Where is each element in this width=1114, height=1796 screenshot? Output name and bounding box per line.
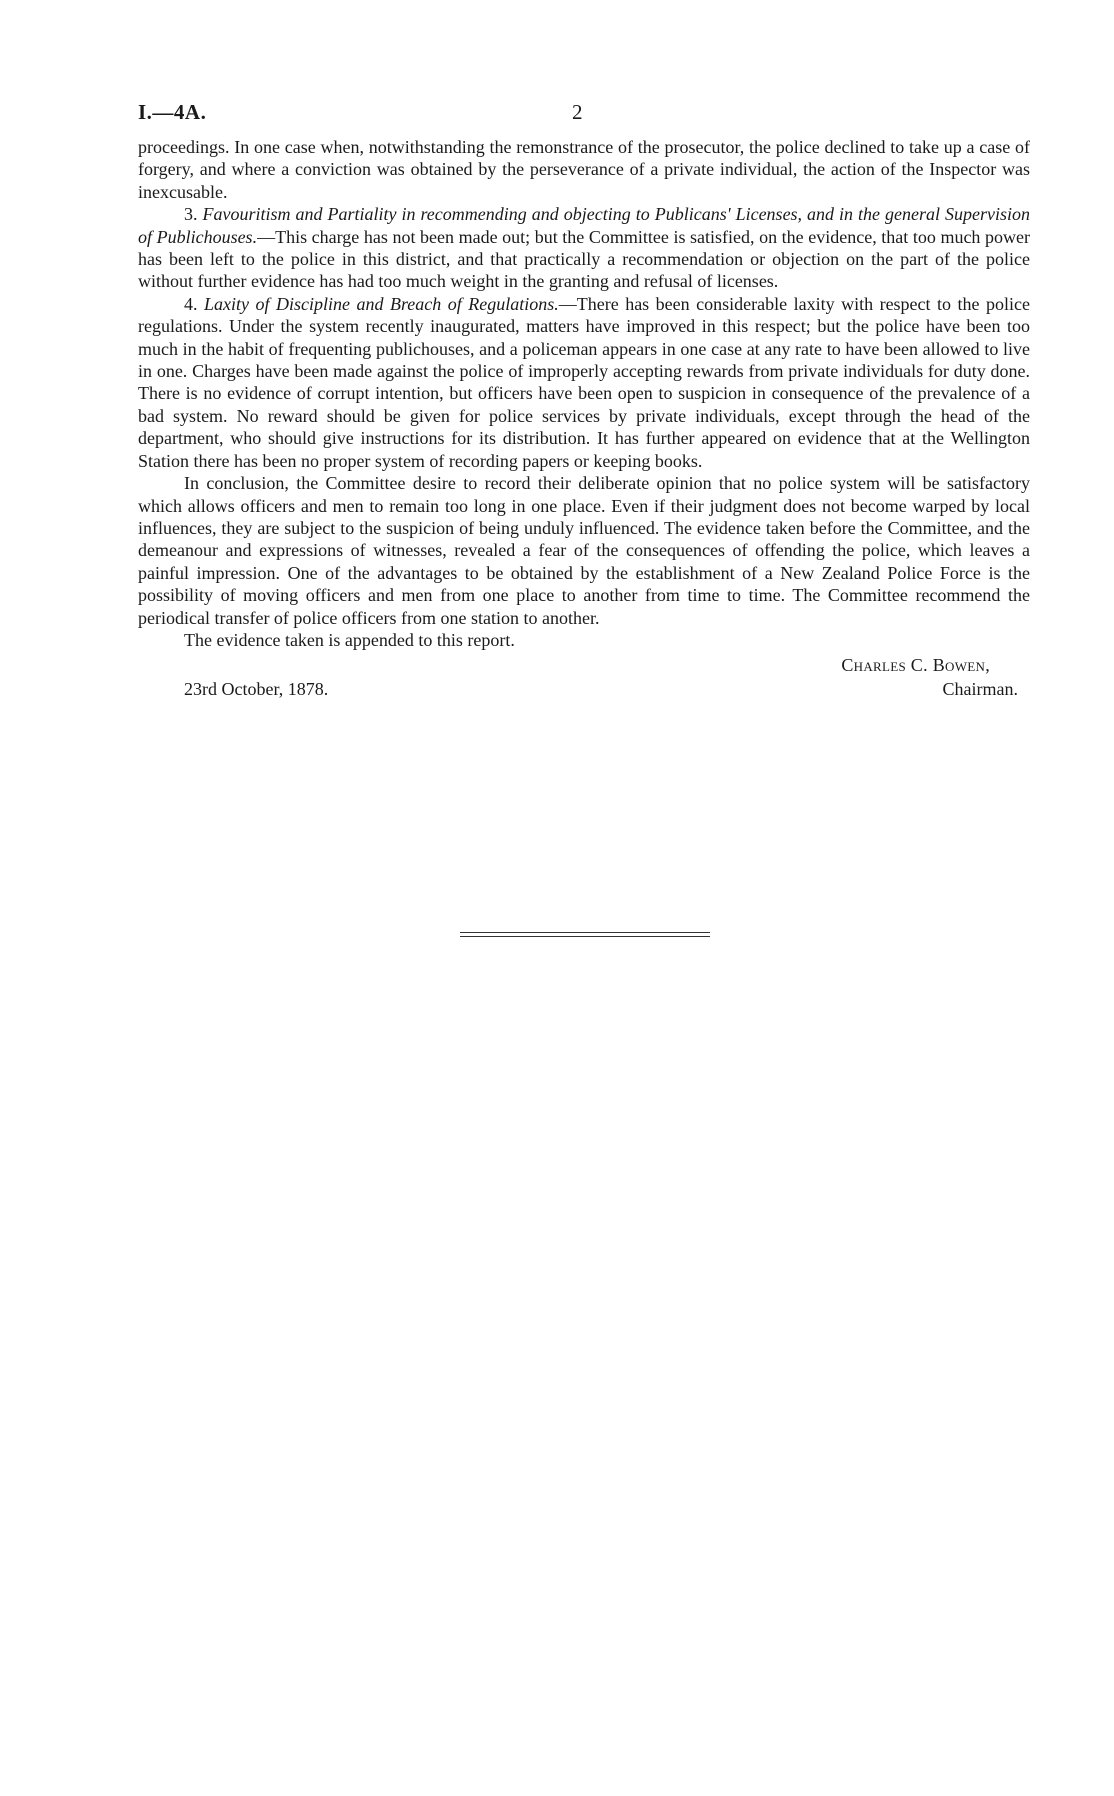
paragraph-text: The evidence taken is appended to this report.: [184, 629, 515, 650]
paragraph-conclusion: [138, 472, 1030, 629]
closing-rule-bottom: [460, 936, 710, 937]
paragraph-number: 4.: [184, 293, 204, 314]
paragraph-heading: Favouritism and Partiality in recommending and objecting to Publicans' Licenses, and in the general Supervision of Publichouses.: [138, 204, 1031, 247]
paragraph-evidence-note: [138, 629, 1030, 651]
closing-rule-top: [460, 932, 710, 933]
page-number: 2: [572, 100, 583, 124]
paragraph-text: proceedings. In one case when, notwithstanding the remonstrance of the prosecutor, the police declined to take up a case of forgery, and where a conviction was obtained by the perseverance of a private individual, the action of the Inspector was inexcusable.: [138, 137, 1030, 202]
report-body: [138, 136, 1030, 651]
document-reference: I.—4A.: [138, 100, 207, 124]
paragraph-laxity: [138, 293, 1030, 472]
paragraph-favouritism: [138, 203, 1030, 293]
signature-block: [138, 655, 1030, 715]
paragraph-heading: Laxity of Discipline and Breach of Regulations.: [204, 293, 559, 314]
page-header: [138, 100, 1030, 136]
signatory-title: Chairman.: [942, 679, 1018, 700]
paragraph-text: —There has been considerable laxity with respect to the police regulations. Under the system recently inaugurated, matters have improved in this respect; but the police have been too much in the habit of frequenting publichouses, and a policeman appears in one case at any rate to have been allowed to live in one. Charges have been made against the police of improperly accepting rewards from private individuals for duty done. There is no evidence of corrupt intention, but officers have been open to suspicion in consequence of the prevalence of a bad system. No reward should be given for police services by private individuals, except through the head of the department, who should give instructions for its distribution. It has further appeared on evidence that at the Wellington Station there has been no proper system of recording papers or keeping books.: [138, 293, 1030, 471]
signatory-name: Charles C. Bowen,: [841, 655, 990, 676]
paragraph-text: —This charge has not been made out; but the Committee is satisfied, on the evidence, that too much power has been left to the police in this district, and that practically a recommendation or objection on the part of the police without further evidence has had too much weight in the granting and refusal of licenses.: [138, 226, 1030, 292]
paragraph-text: In conclusion, the Committee desire to record their deliberate opinion that no police system will be satisfactory which allows officers and men to remain too long in one place. Even if their judgment does not become warped by local influences, they are subject to the suspicion of being unduly influenced. The evidence taken before the Committee, and the demeanour and expressions of witnesses, revealed a fear of the consequences of offending the police, which leaves a painful impression. One of the advantages to be obtained by the establishment of a New Zealand Police Force is the possibility of moving officers and men from one place to another from time to time. The Committee recommend the periodical transfer of police officers from one station to another.: [138, 473, 1030, 628]
report-date: 23rd October, 1878.: [184, 679, 329, 700]
document-page: [138, 100, 1030, 715]
paragraph-number: 3.: [184, 204, 203, 225]
paragraph-continuation: [138, 136, 1030, 203]
